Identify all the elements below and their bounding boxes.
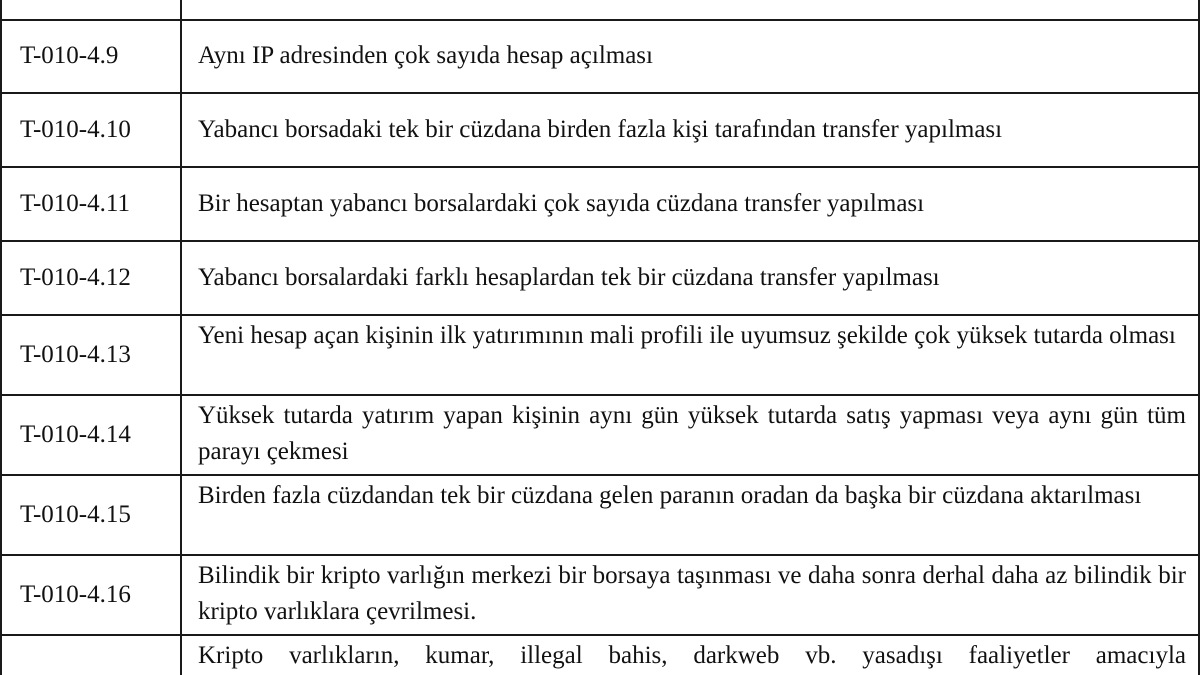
table-row xyxy=(0,168,1200,240)
table-row xyxy=(0,636,1200,675)
table-row xyxy=(0,242,1200,314)
rule-code: T-010-4.14 xyxy=(20,421,131,448)
rule-code: T-010-4.16 xyxy=(20,581,131,608)
rule-description: Bir hesaptan yabancı borsalardaki çok sayıda cüzdana transfer yapılması xyxy=(198,190,925,217)
table-row xyxy=(0,476,1200,554)
rule-description: Birden fazla cüzdandan tek bir cüzdana gelen paranın oradan da başka bir cüzdana aktarılması xyxy=(198,482,1142,509)
table-row xyxy=(0,21,1200,92)
rule-description: Yabancı borsadaki tek bir cüzdana birden fazla kişi tarafından transfer yapılması xyxy=(198,116,1003,143)
rule-code: T-010-4.13 xyxy=(20,341,131,368)
rule-description: Yüksek tutarda yatırım yapan kişinin aynı gün yüksek tutarda satış yapması veya aynı gün tüm parayı çekmesi xyxy=(198,402,1186,465)
table-row xyxy=(0,316,1200,394)
rule-description: Bilindik bir kripto varlığın merkezi bir borsaya taşınması ve daha sonra derhal daha az bilindik bir kripto varlıklara çevrilmesi. xyxy=(198,562,1186,625)
rule-description: Aynı IP adresinden çok sayıda hesap açılması xyxy=(198,42,653,69)
rule-code: T-010-4.9 xyxy=(20,42,119,69)
table-row xyxy=(0,396,1200,474)
rule-code: T-010-4.10 xyxy=(20,116,131,143)
rule-code: T-010-4.12 xyxy=(20,264,131,291)
rule-description: Kripto varlıkların, kumar, illegal bahis, darkweb vb. yasadışı faaliyetler amacıyla xyxy=(198,642,1186,669)
rule-description: Yeni hesap açan kişinin ilk yatırımının mali profili ile uyumsuz şekilde çok yüksek tutarda olması xyxy=(198,322,1176,349)
table-row xyxy=(0,94,1200,166)
rule-code: T-010-4.15 xyxy=(20,501,131,528)
rule-description: Yabancı borsalardaki farklı hesaplardan tek bir cüzdana transfer yapılması xyxy=(198,264,940,291)
table-row xyxy=(0,556,1200,634)
rule-code: T-010-4.11 xyxy=(20,190,130,217)
